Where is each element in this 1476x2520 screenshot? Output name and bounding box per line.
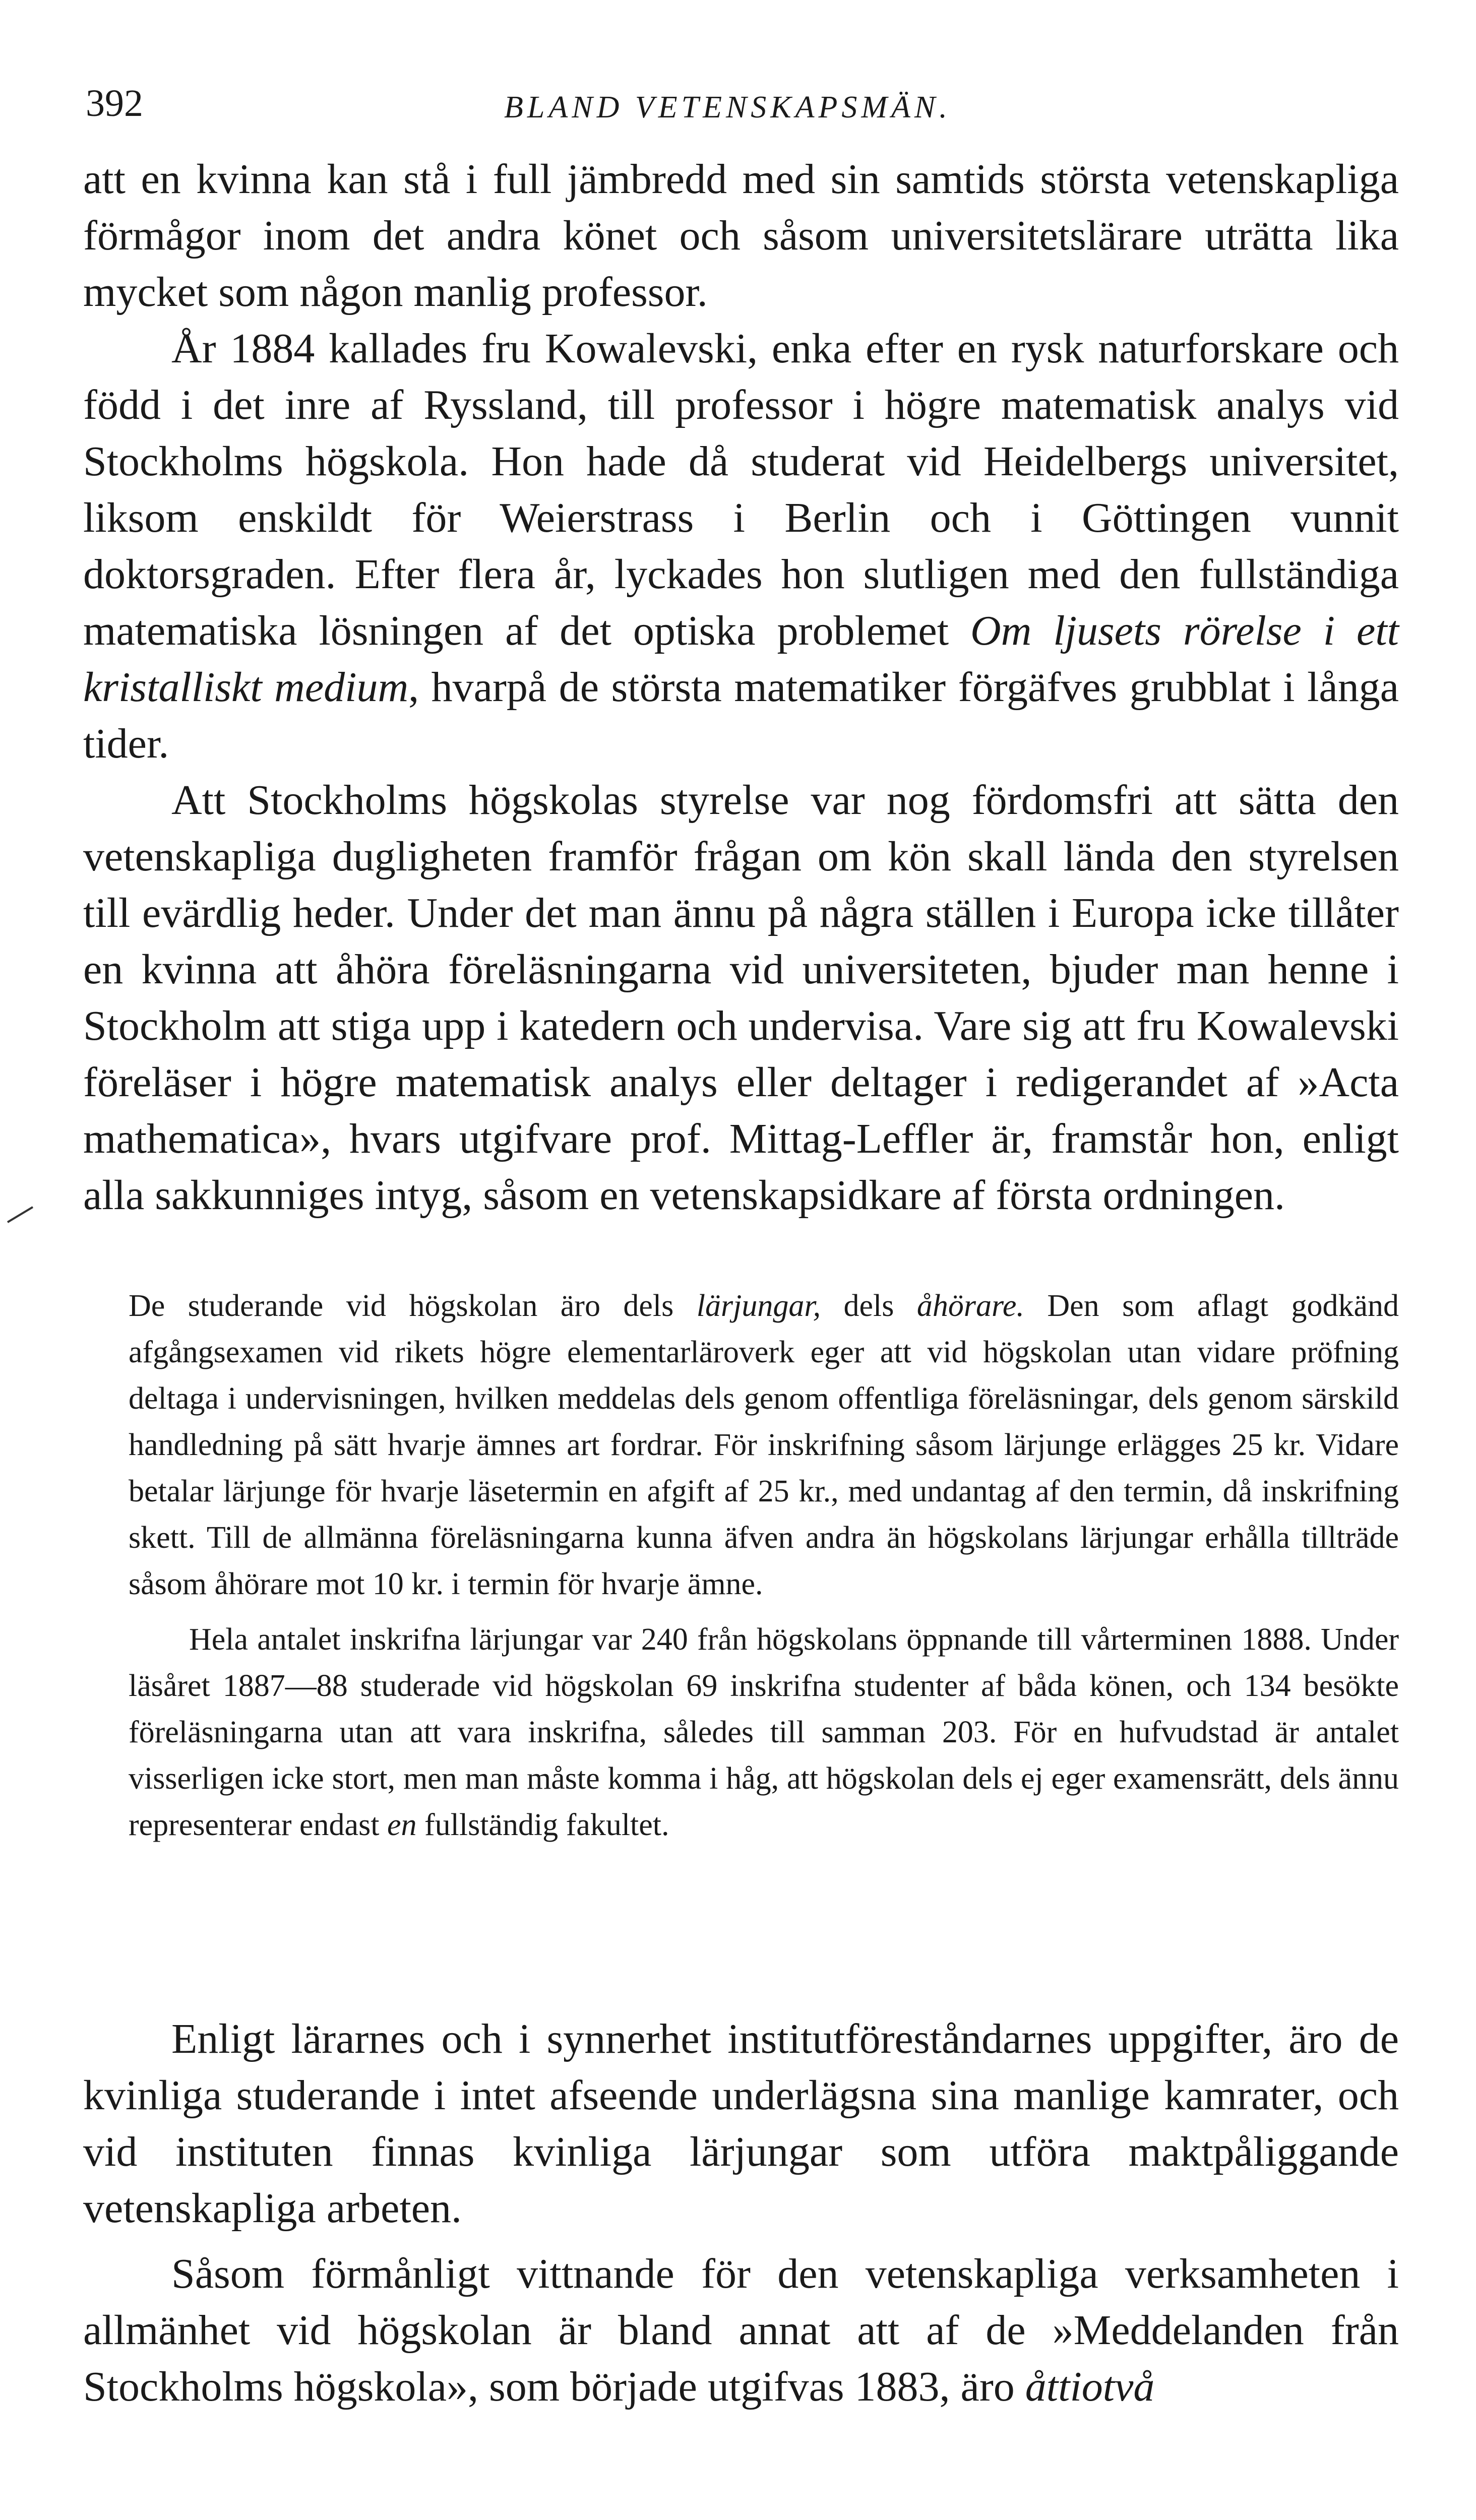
footnote-text: Hela antalet inskrifna lärjungar var 240 från högskolans öppnande till vårterminen 1888. Under läsåret 1887—88 studerade vid högskolan 69 inskrifna studenter af båda könen, och 134 besökte föreläsningarna utan att vara inskrifna, således till samman 203. För en hufvudstad är antalet visserligen icke stort, men man måste komma i håg, att högskolan dels ej eger examensrätt, dels ännu representerar endast: [129, 1622, 1399, 1842]
paragraph-text: År 1884 kallades fru Kowalevski, enka efter en rysk naturforskare och född i det inre af Ryssland, till professor i högre matematisk analys vid Stockholms högskola. Hon hade då studerat vid Heidelbergs universitet, liksom enskildt för Weierstrass i Berlin och i Göttingen vunnit doktorsgraden. Efter flera år, lyckades hon slutligen med den fullständiga matematiska lösningen af det optiska problemet: [83, 325, 1399, 654]
paragraph: [83, 772, 1399, 1224]
italic-term: åttiotvå: [1025, 2363, 1155, 2410]
running-title: BLAND VETENSKAPSMÄN.: [504, 90, 951, 124]
paragraph-text: Att Stockholms högskolas styrelse var nog fördomsfri att sätta den vetenskapliga dugligheten framför frågan om kön skall lända den styrelsen till evärdlig heder. Under det man ännu på några ställen i Europa icke tillåter en kvinna att åhöra föreläsningarna vid universiteten, bjuder man henne i Stockholm att stiga upp i katedern och undervisa. Vare sig att fru Kowalevski föreläser i högre matematisk analys eller deltager i redigerandet af »Acta mathematica», hvars utgifvare prof. Mittag-Leffler är, framstår hon, enligt alla sakkunniges intyg, såsom en vetenskapsidkare af första ordningen.: [83, 777, 1399, 1219]
page-number: 392: [86, 82, 143, 124]
paragraph-text: , hvarpå de största matematiker förgäfves grubblat i långa tider.: [83, 664, 1399, 767]
paragraph-text: att en kvinna kan stå i full jämbredd med sin samtids största vetenskapliga förmågor inom det andra könet och såsom universitetslärare uträtta lika mycket som någon manlig professor.: [83, 156, 1399, 316]
italic-term: en: [387, 1808, 417, 1842]
footnotes: [129, 1283, 1399, 1848]
footnote-text: De studerande vid högskolan äro dels: [129, 1289, 697, 1323]
footnote-text: fullständig fakultet.: [416, 1808, 669, 1842]
continued-text: [83, 2011, 1399, 2415]
footnote-text: dels: [821, 1289, 917, 1323]
paragraph: [83, 321, 1399, 772]
paragraph: [83, 2246, 1399, 2415]
italic-title: Om ljusets rörelse i ett kristalliskt medium: [83, 607, 1399, 711]
paragraph-text: Enligt lärarnes och i synnerhet institutföreståndarnes uppgifter, äro de kvinliga studerande i intet afseende underlägsna sina manlige kamrater, och vid instituten finnas kvinliga lärjungar som utföra maktpåliggande vetenskapliga arbeten.: [83, 2015, 1399, 2232]
main-text: [83, 151, 1399, 1224]
pencil-mark-icon: [5, 1205, 35, 1225]
page-header: [86, 76, 1396, 131]
footnote-text: Den som aflagt godkänd afgångsexamen vid rikets högre elementarläroverk eger att vid högskolan utan vidare pröfning deltaga i undervisningen, hvilken meddelas dels genom offentliga föreläsningar, dels genom särskild handledning på sätt hvarje ämnes art fordrar. För inskrifning såsom lärjunge erlägges 25 kr. Vidare betalar lärjunge för hvarje läsetermin en afgift af 25 kr., med undantag af den termin, då inskrifning skett. Till de allmänna föreläsningarna kunna äfven andra än högskolans lärjungar erhålla tillträde såsom åhörare mot 10 kr. i termin för hvarje ämne.: [129, 1289, 1399, 1601]
paragraph-text: Såsom förmånligt vittnande för den vetenskapliga verksamheten i allmänhet vid högskolan är bland annat att af de »Meddelanden från Stockholms högskola», som började utgifvas 1883, äro: [83, 2250, 1399, 2410]
paragraph: [83, 2011, 1399, 2237]
footnote: [129, 1283, 1399, 1607]
paragraph: [83, 151, 1399, 321]
footnote: [129, 1616, 1399, 1848]
italic-term: lärjungar,: [696, 1289, 821, 1323]
italic-term: åhörare.: [916, 1289, 1024, 1323]
